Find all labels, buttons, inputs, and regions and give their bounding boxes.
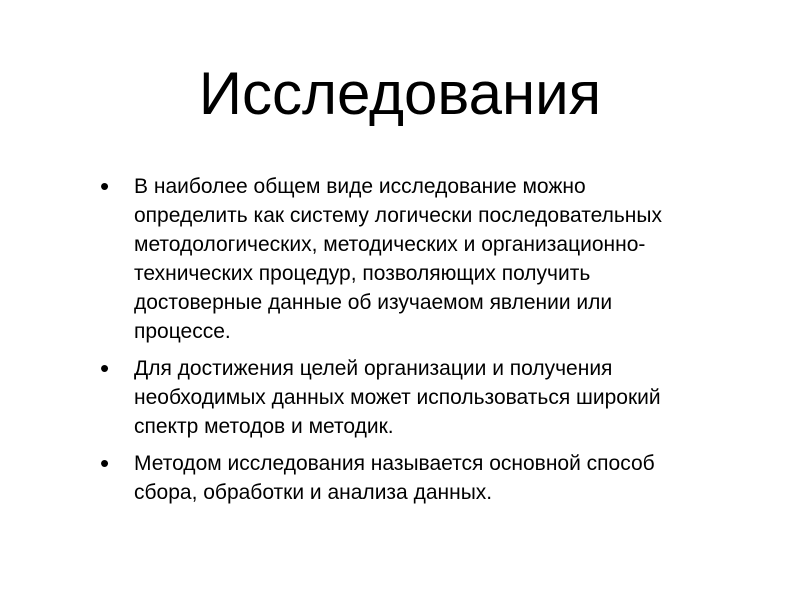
bullet-text: Для достижения целей организации и получения необходимых данных может использоваться широкий спектр методов и методик. [134, 357, 661, 438]
bullet-marker: • [100, 448, 110, 478]
bullet-marker: • [100, 353, 110, 383]
bullet-item [100, 449, 700, 507]
bullet-text: В наиболее общем виде исследование можно определить как систему логически последовательных методологических, методических и организационно-технических процедур, позволяющих получить достоверные данные об изучаемом явлении или процессе. [134, 175, 662, 343]
bullet-item [100, 172, 700, 346]
slide-title: Исследования [198, 60, 602, 127]
bullet-item [100, 354, 700, 441]
bullet-marker: • [100, 171, 110, 201]
bullet-list [100, 172, 700, 515]
bullet-text: Методом исследования называется основной способ сбора, обработки и анализа данных. [134, 452, 655, 504]
